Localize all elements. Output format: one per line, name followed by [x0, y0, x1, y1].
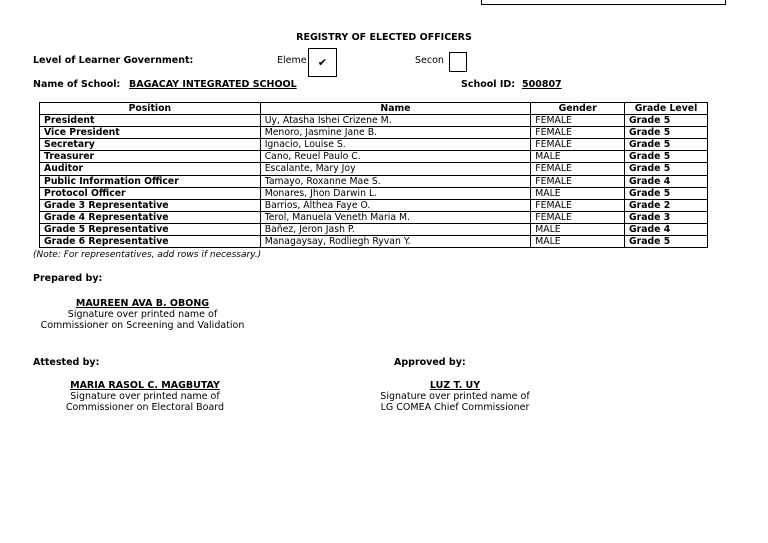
prepared-by-label: Prepared by: — [33, 273, 103, 284]
approved-caption-2: LG COMEA Chief Commissioner — [380, 402, 530, 413]
cell-position: Grade 4 Representative — [40, 211, 261, 223]
prepared-signature-block — [0, 298, 285, 331]
cell-grade-level: Grade 5 — [625, 139, 708, 151]
table-row — [40, 211, 708, 223]
cell-gender: FEMALE — [531, 211, 625, 223]
cell-gender: FEMALE — [531, 199, 625, 211]
cell-grade-level: Grade 5 — [625, 115, 708, 127]
secondary-checkbox[interactable] — [449, 52, 467, 72]
school-name-value: BAGACAY INTEGRATED SCHOOL — [129, 79, 297, 90]
table-row — [40, 175, 708, 187]
cell-grade-level: Grade 4 — [625, 223, 708, 235]
header-gender: Gender — [531, 103, 625, 115]
cell-position: Grade 6 Representative — [40, 236, 261, 248]
cell-name: Tamayo, Roxanne Mae S. — [260, 175, 531, 187]
table-header-row — [40, 103, 708, 115]
table-row — [40, 151, 708, 163]
table-note: (Note: For representatives, add rows if necessary.) — [33, 250, 262, 260]
cell-gender: FEMALE — [531, 115, 625, 127]
cell-position: Public Information Officer — [40, 175, 261, 187]
cell-gender: MALE — [531, 236, 625, 248]
attested-by-label: Attested by: — [33, 357, 100, 368]
option-elementary-label: Eleme — [277, 55, 307, 66]
attested-name: MARIA RASOL C. MAGBUTAY — [70, 380, 220, 391]
approved-signature-block — [360, 380, 550, 413]
school-name-label: Name of School: — [33, 79, 121, 90]
cell-gender: FEMALE — [531, 139, 625, 151]
table-row — [40, 199, 708, 211]
cell-name: Cano, Reuel Paulo C. — [260, 151, 531, 163]
cell-name: Escalante, Mary Joy — [260, 163, 531, 175]
attested-signature-block — [0, 380, 290, 413]
table-row — [40, 187, 708, 199]
approved-by-label: Approved by: — [394, 357, 466, 368]
cell-grade-level: Grade 2 — [625, 199, 708, 211]
cell-name: Barrios, Althea Faye O. — [260, 199, 531, 211]
cell-name: Menoro, Jasmine Jane B. — [260, 127, 531, 139]
check-icon: ✔ — [317, 56, 328, 69]
cell-name: Monares, Jhon Darwin L. — [260, 187, 531, 199]
cell-gender: FEMALE — [531, 127, 625, 139]
attested-caption-2: Commissioner on Electoral Board — [65, 402, 225, 413]
cell-name: Managaysay, Rodliegh Ryvan Y. — [260, 236, 531, 248]
option-secondary-label: Secon — [415, 55, 444, 66]
cell-grade-level: Grade 5 — [625, 187, 708, 199]
header-grade-level: Grade Level — [625, 103, 708, 115]
approved-caption-1: Signature over printed name of — [380, 391, 530, 402]
cell-name: Ignacio, Louise S. — [260, 139, 531, 151]
cell-name: Uy, Atasha Ishei Crizene M. — [260, 115, 531, 127]
school-id-label: School ID: — [461, 79, 516, 90]
cell-grade-level: Grade 5 — [625, 127, 708, 139]
prepared-name: MAUREEN AVA B. OBONG — [75, 298, 210, 309]
top-field-box — [481, 0, 726, 5]
cell-position: Protocol Officer — [40, 187, 261, 199]
header-name: Name — [260, 103, 531, 115]
table-row — [40, 127, 708, 139]
cell-gender: FEMALE — [531, 163, 625, 175]
cell-name: Bañez, Jeron Jash P. — [260, 223, 531, 235]
cell-grade-level: Grade 5 — [625, 236, 708, 248]
cell-grade-level: Grade 4 — [625, 175, 708, 187]
cell-position: Grade 5 Representative — [40, 223, 261, 235]
cell-name: Terol, Manuela Veneth Maria M. — [260, 211, 531, 223]
table-row — [40, 115, 708, 127]
header-position: Position — [40, 103, 261, 115]
school-id-value: 500807 — [522, 79, 562, 90]
cell-position: Vice President — [40, 127, 261, 139]
approved-name: LUZ T. UY — [429, 380, 481, 391]
cell-gender: MALE — [531, 223, 625, 235]
prepared-caption-1: Signature over printed name of — [67, 309, 218, 320]
cell-grade-level: Grade 3 — [625, 211, 708, 223]
cell-position: Auditor — [40, 163, 261, 175]
cell-position: President — [40, 115, 261, 127]
prepared-caption-2: Commissioner on Screening and Validation — [40, 320, 245, 331]
cell-position: Grade 3 Representative — [40, 199, 261, 211]
form-title: REGISTRY OF ELECTED OFFICERS — [296, 32, 472, 43]
cell-grade-level: Grade 5 — [625, 151, 708, 163]
table-row — [40, 236, 708, 248]
table-row — [40, 223, 708, 235]
level-label: Level of Learner Government: — [33, 55, 194, 66]
cell-gender: MALE — [531, 151, 625, 163]
cell-position: Secretary — [40, 139, 261, 151]
officers-table — [39, 102, 708, 248]
elementary-checkbox[interactable] — [308, 48, 337, 77]
cell-gender: FEMALE — [531, 175, 625, 187]
cell-gender: MALE — [531, 187, 625, 199]
table-row — [40, 139, 708, 151]
cell-grade-level: Grade 5 — [625, 163, 708, 175]
attested-caption-1: Signature over printed name of — [70, 391, 220, 402]
cell-position: Treasurer — [40, 151, 261, 163]
table-row — [40, 163, 708, 175]
